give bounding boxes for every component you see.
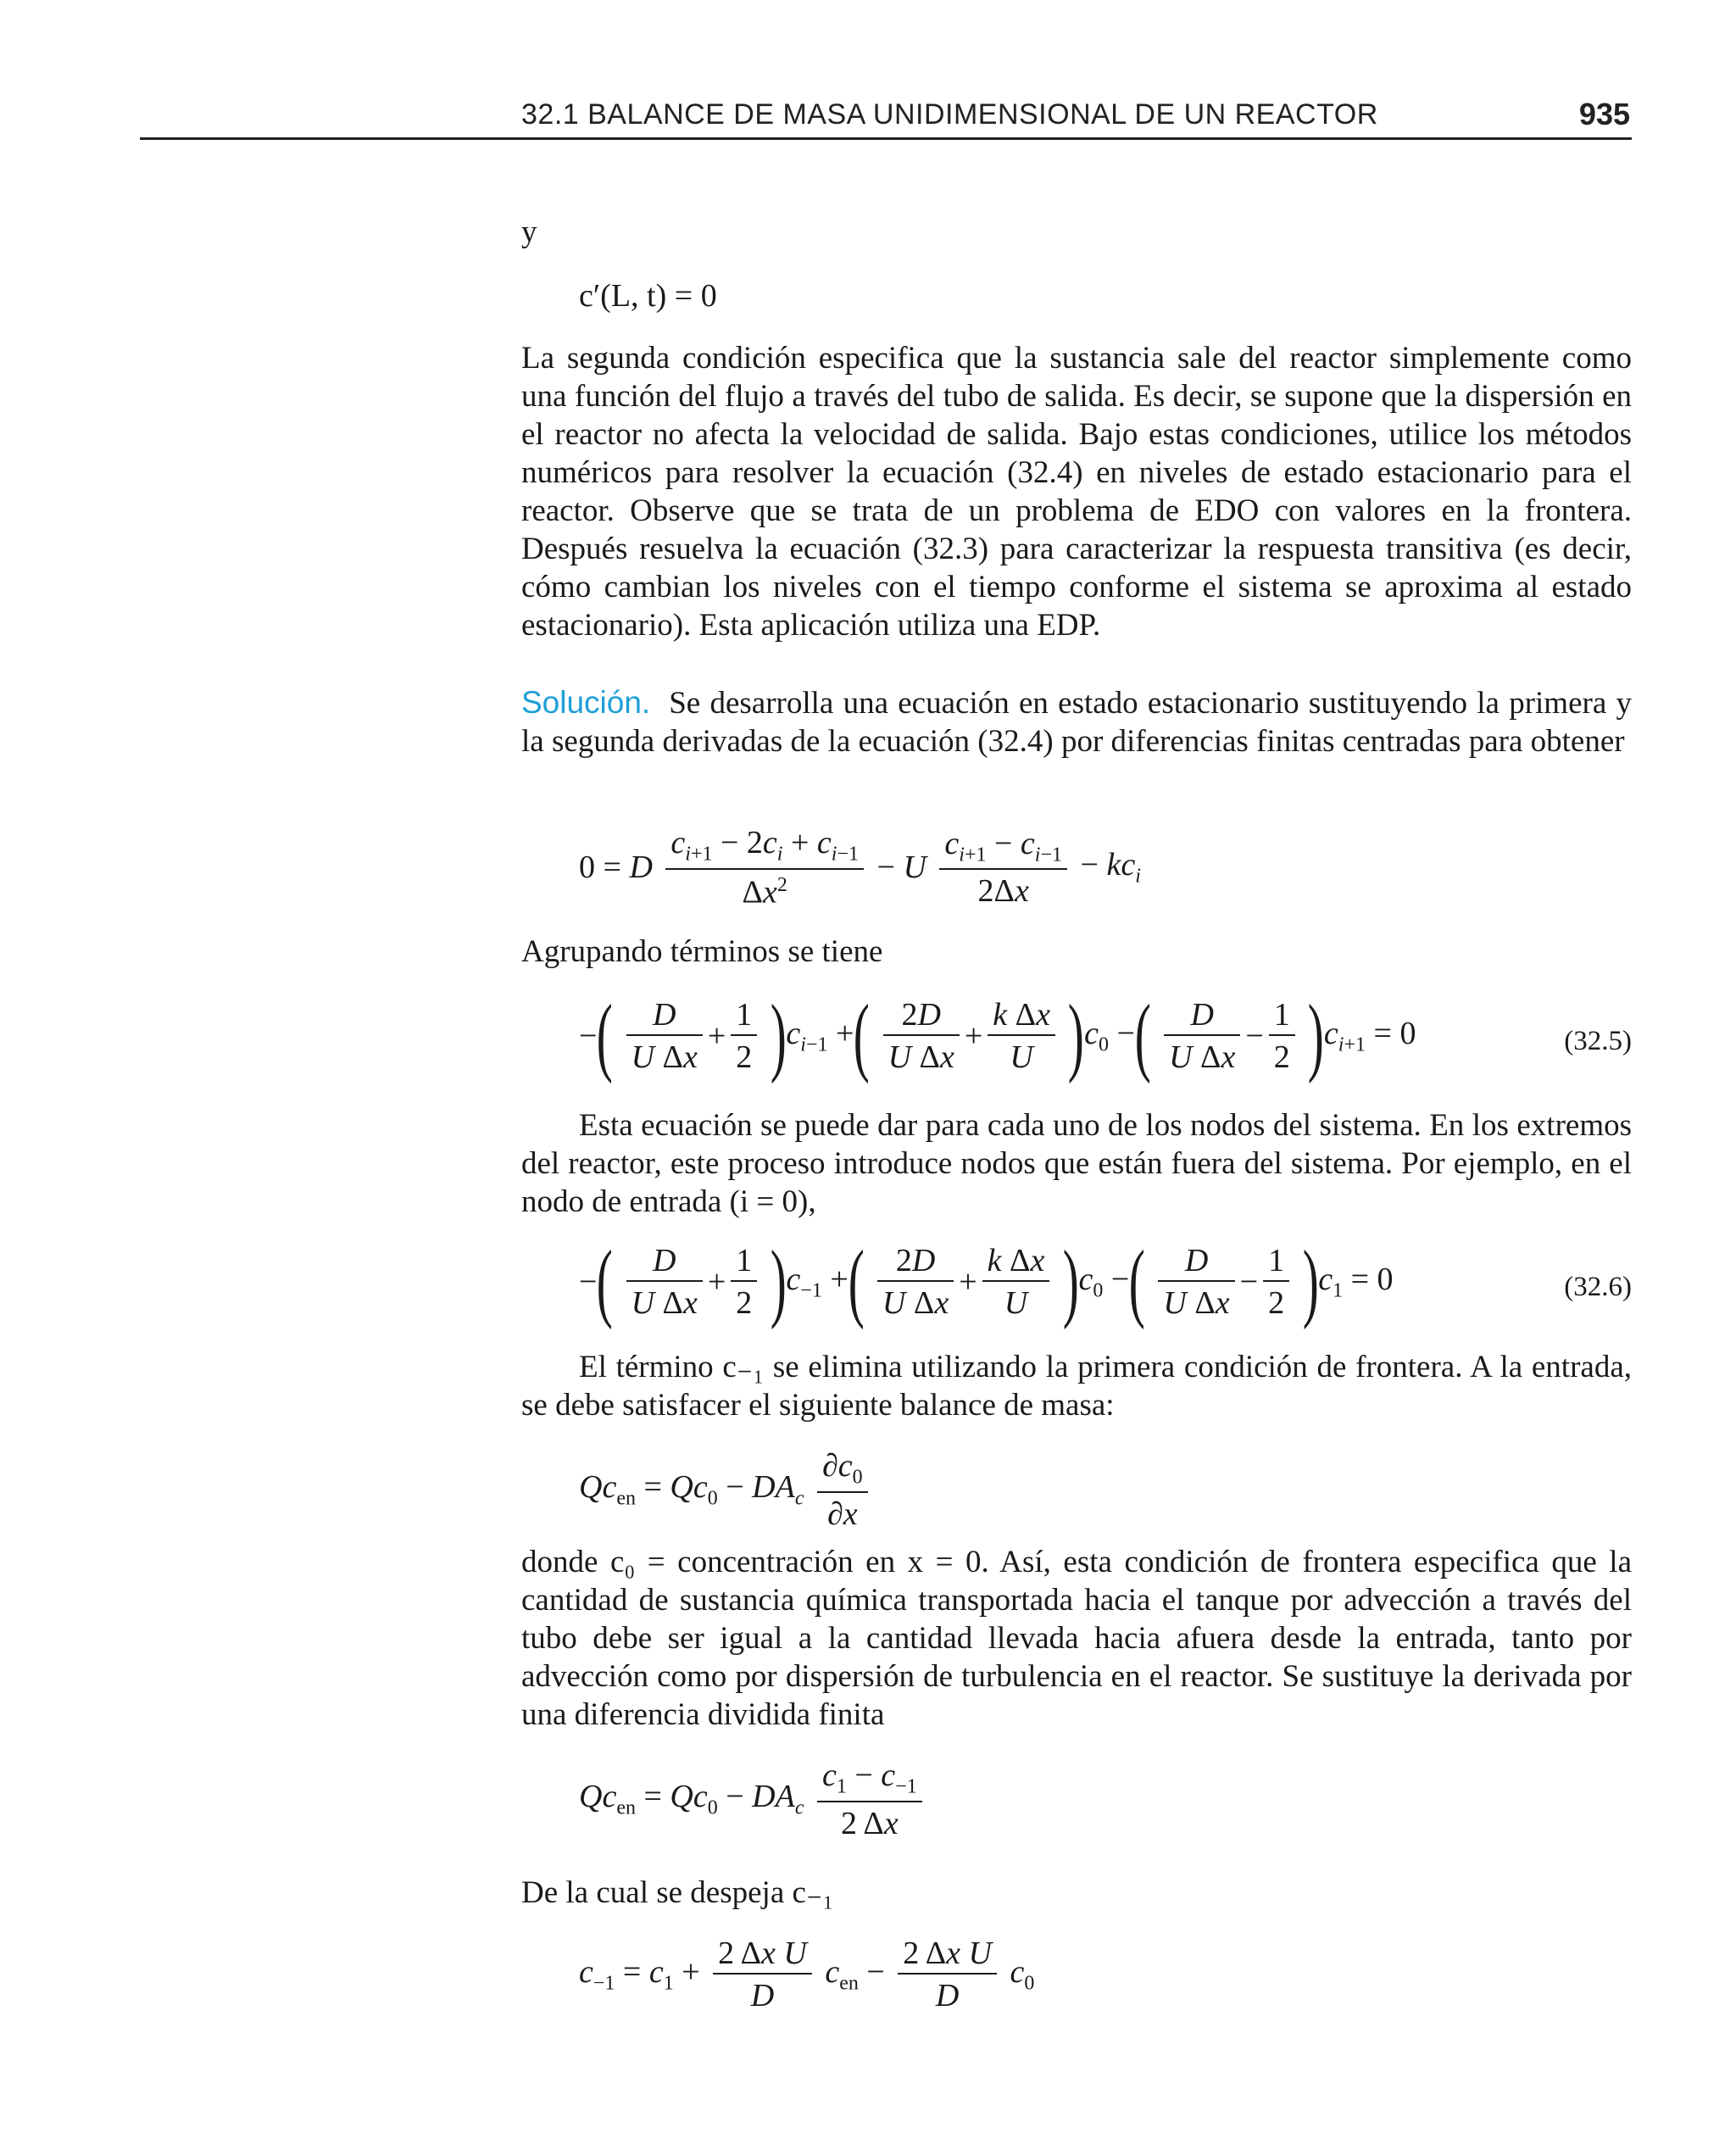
paragraph-4: donde c₀ = concentración en x = 0. Así, esta condición de frontera especifica que la cantidad de sustancia química transportada hacia el tanque por advección a través del tubo debe ser igual a la cantidad llevada hacia afuera desde la entrada, tanto por advección como por dispersión de turbulencia en el reactor. Se sustituye la derivada por una diferencia dividida finita bbox=[521, 1545, 1632, 1732]
paragraph-3: El término c₋₁ se elimina utilizando la primera condición de frontera. A la entrada, se debe satisfacer el siguiente balance de masa: bbox=[521, 1350, 1632, 1423]
text-agrupando: Agrupando términos se tiene bbox=[521, 934, 883, 969]
equation-number-32-5: (32.5) bbox=[1564, 1026, 1632, 1056]
solution-paragraph bbox=[521, 683, 1632, 760]
equation-32-6: −( $\frac{D}{\text{U Δx}}$ + $\frac{1}{2}$ )$c_{-1}$ +( $\frac{2D}{\text{U Δx}}$ + $\frac{\text{k Δx}}{U}$ )$c_0$ −( $\frac{D}{\text{U Δx}}$ − $\frac{1}{2}$ )$c_1 = 0$ (32.6) bbox=[579, 1233, 1632, 1330]
solution-label: Solución. bbox=[521, 685, 651, 720]
section-title: 32.1 BALANCE DE MASA UNIDIMENSIONAL DE UN REACTOR bbox=[521, 98, 1378, 131]
page-header bbox=[140, 93, 1632, 140]
equation-c-minus-1: $c_{-1} = c_1$ + $\frac{\text{2 Δx U}}{D}$ $c_{en}$ − $\frac{\text{2 Δx U}}{D}$ $c_0$ bbox=[579, 1936, 1035, 2014]
equation-32-5: −( $\frac{D}{\text{U Δx}}$ + $\frac{1}{2}$ )$c_{i-1}$ +( $\frac{2D}{\text{U Δx}}$ + $\frac{\text{k Δx}}{U}$ )$c_0$ −( $\frac{D}{\text{U Δx}}$ − $\frac{1}{2}$ )$c_{i+1} = 0$ (32.5) bbox=[579, 987, 1632, 1084]
paragraph-1: La segunda condición especifica que la sustancia sale del reactor simplemente como una función del flujo a través del tubo de salida. Es decir, se supone que la dispersión en el reactor no afecta la velocidad de salida. Bajo estas condiciones, utilice los métodos numéricos para resolver la ecuación (32.4) en niveles de estado estacionario para el reactor. Observe que se trata de un problema de EDO con valores en la frontera. Después resuelva la ecuación (32.3) para caracterizar la respuesta transitiva (es decir, cómo cambian los niveles con el tiempo conforme el sistema se aproxima al estado estacionario). Esta aplicación utiliza una EDP. bbox=[521, 341, 1632, 643]
text-despeja: De la cual se despeja c₋₁ bbox=[521, 1875, 834, 1910]
equation-boundary-difference: $Qc_{en} = Qc_0 - DA_c$ $\frac{c_1 - c_{-1}}{2 \Delta x}$ bbox=[579, 1759, 927, 1840]
paragraph-2: Esta ecuación se puede dar para cada uno de los nodos del sistema. En los extremos del reactor, este proceso introduce nodos que están fuera del sistema. Por ejemplo, en el nodo de entrada (i = 0), bbox=[521, 1108, 1632, 1219]
equation-bc2: c′(L, t) = 0 bbox=[579, 278, 717, 314]
equation-mass-balance: $Qc_{en} = Qc_0 - DA_c$ $\frac{\partial c_0}{\partial x}$ bbox=[579, 1450, 873, 1530]
page-number: 935 bbox=[1578, 97, 1630, 131]
equation-finite-difference: 0 = D $\frac{c_{i+1} - 2c_i + c_{i-1}}{\Delta x^2}$ − U $\frac{c_{i+1} - c_{i-1}}{2\Delta x}$ − $kc_i$ bbox=[579, 825, 1141, 911]
equation-number-32-6: (32.6) bbox=[1564, 1272, 1632, 1302]
text-y: y bbox=[521, 214, 537, 249]
solution-text: Se desarrolla una ecuación en estado estacionario sustituyendo la primera y la segunda derivadas de la ecuación (32.4) por diferencias finitas centradas para obtener bbox=[521, 686, 1632, 759]
